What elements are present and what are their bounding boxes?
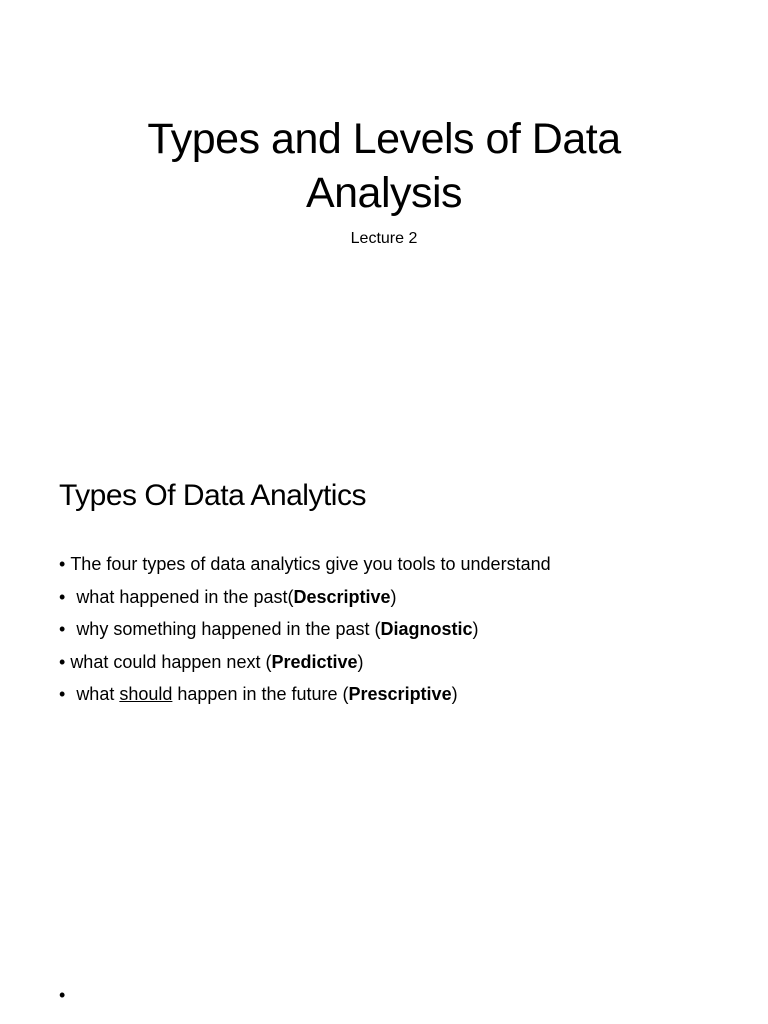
presentation-title xyxy=(0,112,768,220)
bullet-text: why something happened in the past ( xyxy=(76,619,381,639)
section-title: Types Of Data Analytics xyxy=(59,479,366,512)
bullet-marker: • xyxy=(59,651,66,672)
bullet-text: The four types of data analytics give you tools to understand xyxy=(70,554,551,574)
bullet-text-end: ) xyxy=(451,684,458,704)
bullet-text-end: ) xyxy=(390,586,397,607)
bullet-text-end: ) xyxy=(357,651,364,672)
title-line-1: Types and Levels of Data xyxy=(147,115,621,163)
bullet-keyword: Descriptive xyxy=(293,586,391,607)
bullet-item-4 xyxy=(59,646,739,679)
bullet-item-3 xyxy=(59,613,739,646)
bullet-keyword: Diagnostic xyxy=(380,619,473,639)
slide-title xyxy=(0,0,768,430)
title-line-2: Analysis xyxy=(305,169,463,217)
lecture-subtitle: Lecture 2 xyxy=(350,230,418,247)
bullet-marker: • xyxy=(59,554,66,574)
bullet-item-1 xyxy=(59,548,739,581)
bullet-keyword: Prescriptive xyxy=(348,684,452,704)
bullet-list xyxy=(59,548,739,711)
bullet-text: what could happen next ( xyxy=(70,651,272,672)
bullet-item-5 xyxy=(59,678,739,711)
bullet-text-middle: happen in the future ( xyxy=(172,684,349,704)
bullet-text: what xyxy=(76,684,120,704)
bullet-marker: • xyxy=(59,684,66,704)
bullet-item-2 xyxy=(59,581,739,614)
bullet-text-end: ) xyxy=(472,619,479,639)
next-slide-bullet-marker: • xyxy=(59,985,66,1005)
bullet-text: what happened in the past( xyxy=(76,586,294,607)
bullet-underlined-word: should xyxy=(119,684,173,704)
bullet-marker: • xyxy=(59,586,66,607)
bullet-marker: • xyxy=(59,619,66,639)
slide-types-of-analytics xyxy=(0,430,768,1024)
bullet-keyword: Predictive xyxy=(271,651,358,672)
